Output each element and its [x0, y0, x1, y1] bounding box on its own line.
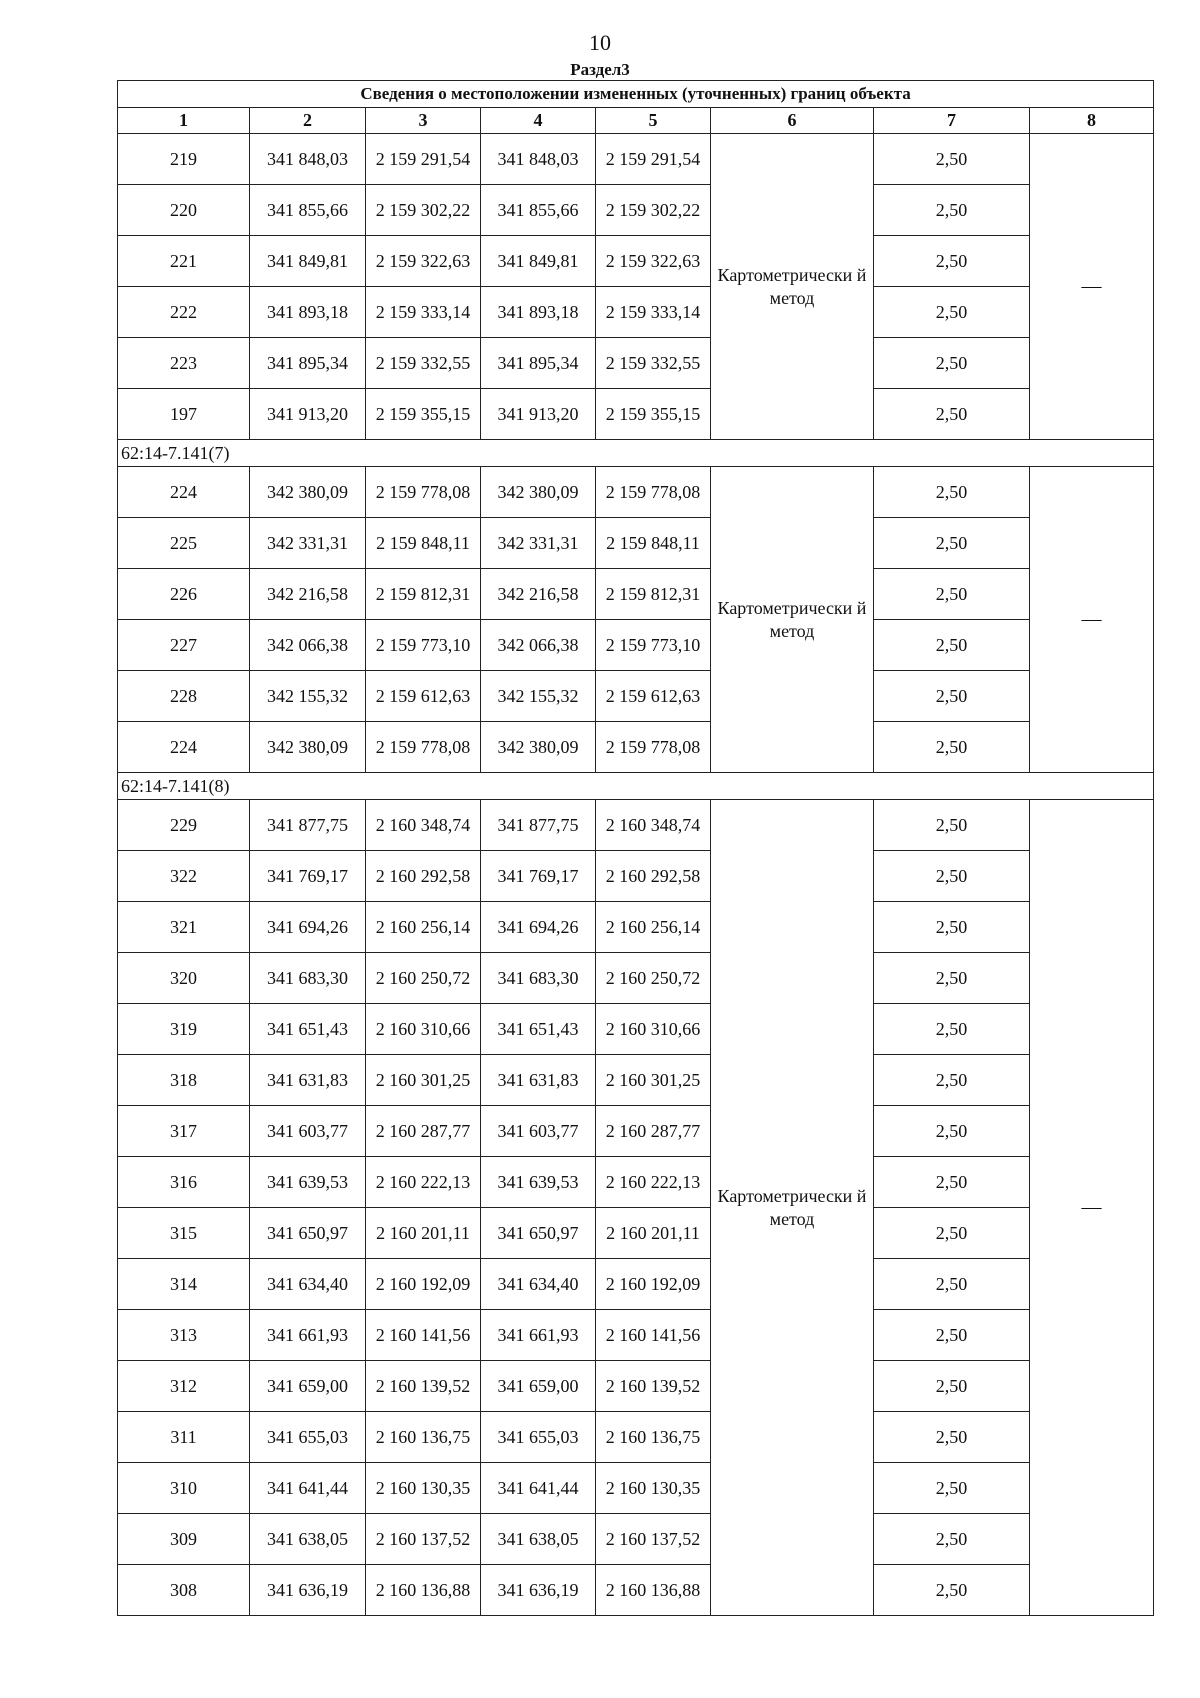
- y-coord-new-cell: 2 160 136,75: [596, 1412, 711, 1463]
- accuracy-cell: 2,50: [874, 389, 1030, 440]
- y-coord-existing-cell: 2 160 222,13: [366, 1157, 481, 1208]
- accuracy-cell: 2,50: [874, 287, 1030, 338]
- table-row: [118, 1514, 1154, 1565]
- x-coord-new-cell: 341 913,20: [481, 389, 596, 440]
- x-coord-existing-cell: 341 848,03: [250, 134, 366, 185]
- column-header: 1: [118, 108, 250, 134]
- table-row: [118, 1106, 1154, 1157]
- y-coord-new-cell: 2 159 291,54: [596, 134, 711, 185]
- y-coord-new-cell: 2 159 812,31: [596, 569, 711, 620]
- table-title: Сведения о местоположении измененных (уточненных) границ объекта: [118, 81, 1154, 108]
- point-number-cell: 309: [118, 1514, 250, 1565]
- y-coord-new-cell: 2 160 201,11: [596, 1208, 711, 1259]
- table-row: [118, 851, 1154, 902]
- section-title: Раздел3: [570, 60, 630, 79]
- x-coord-new-cell: 341 877,75: [481, 800, 596, 851]
- y-coord-existing-cell: 2 159 355,15: [366, 389, 481, 440]
- table-row: [118, 1565, 1154, 1616]
- accuracy-cell: 2,50: [874, 671, 1030, 722]
- point-number-cell: 321: [118, 902, 250, 953]
- accuracy-cell: 2,50: [874, 1310, 1030, 1361]
- x-coord-existing-cell: 341 855,66: [250, 185, 366, 236]
- accuracy-cell: 2,50: [874, 1055, 1030, 1106]
- group-label-row: [118, 773, 1154, 800]
- y-coord-existing-cell: 2 159 291,54: [366, 134, 481, 185]
- column-header: 5: [596, 108, 711, 134]
- x-coord-new-cell: 341 603,77: [481, 1106, 596, 1157]
- x-coord-new-cell: 341 769,17: [481, 851, 596, 902]
- x-coord-existing-cell: 341 849,81: [250, 236, 366, 287]
- table-row: [118, 1004, 1154, 1055]
- table-row: [118, 185, 1154, 236]
- point-number-cell: 197: [118, 389, 250, 440]
- y-coord-new-cell: 2 160 137,52: [596, 1514, 711, 1565]
- point-number-cell: 315: [118, 1208, 250, 1259]
- point-number-cell: 227: [118, 620, 250, 671]
- column-header: 3: [366, 108, 481, 134]
- y-coord-new-cell: 2 159 848,11: [596, 518, 711, 569]
- y-coord-existing-cell: 2 160 250,72: [366, 953, 481, 1004]
- y-coord-new-cell: 2 160 141,56: [596, 1310, 711, 1361]
- y-coord-new-cell: 2 159 322,63: [596, 236, 711, 287]
- accuracy-cell: 2,50: [874, 620, 1030, 671]
- accuracy-cell: 2,50: [874, 1106, 1030, 1157]
- point-number-cell: 311: [118, 1412, 250, 1463]
- method-cell: Картометрически й метод: [711, 134, 874, 440]
- y-coord-existing-cell: 2 159 778,08: [366, 467, 481, 518]
- table-row: [118, 800, 1154, 851]
- x-coord-existing-cell: 341 641,44: [250, 1463, 366, 1514]
- y-coord-existing-cell: 2 159 332,55: [366, 338, 481, 389]
- point-number-cell: 316: [118, 1157, 250, 1208]
- x-coord-existing-cell: 341 634,40: [250, 1259, 366, 1310]
- y-coord-existing-cell: 2 160 256,14: [366, 902, 481, 953]
- x-coord-new-cell: 341 651,43: [481, 1004, 596, 1055]
- page-number: 10: [589, 30, 611, 55]
- accuracy-cell: 2,50: [874, 569, 1030, 620]
- y-coord-new-cell: 2 160 310,66: [596, 1004, 711, 1055]
- x-coord-new-cell: 341 639,53: [481, 1157, 596, 1208]
- table-row: [118, 1361, 1154, 1412]
- accuracy-cell: 2,50: [874, 800, 1030, 851]
- table-row: [118, 236, 1154, 287]
- y-coord-existing-cell: 2 160 136,75: [366, 1412, 481, 1463]
- x-coord-new-cell: 342 380,09: [481, 722, 596, 773]
- x-coord-new-cell: 341 694,26: [481, 902, 596, 953]
- accuracy-cell: 2,50: [874, 518, 1030, 569]
- y-coord-existing-cell: 2 159 778,08: [366, 722, 481, 773]
- accuracy-cell: 2,50: [874, 1157, 1030, 1208]
- point-number-cell: 317: [118, 1106, 250, 1157]
- description-cell: —: [1030, 467, 1154, 773]
- x-coord-existing-cell: 341 603,77: [250, 1106, 366, 1157]
- y-coord-new-cell: 2 160 250,72: [596, 953, 711, 1004]
- point-number-cell: 310: [118, 1463, 250, 1514]
- column-header: 7: [874, 108, 1030, 134]
- x-coord-existing-cell: 341 639,53: [250, 1157, 366, 1208]
- y-coord-new-cell: 2 159 302,22: [596, 185, 711, 236]
- x-coord-new-cell: 341 650,97: [481, 1208, 596, 1259]
- y-coord-existing-cell: 2 160 301,25: [366, 1055, 481, 1106]
- point-number-cell: 224: [118, 722, 250, 773]
- column-header: 2: [250, 108, 366, 134]
- point-number-cell: 220: [118, 185, 250, 236]
- x-coord-existing-cell: 342 380,09: [250, 467, 366, 518]
- point-number-cell: 224: [118, 467, 250, 518]
- accuracy-cell: 2,50: [874, 236, 1030, 287]
- x-coord-new-cell: 341 641,44: [481, 1463, 596, 1514]
- table-row: [118, 389, 1154, 440]
- point-number-cell: 229: [118, 800, 250, 851]
- y-coord-new-cell: 2 159 773,10: [596, 620, 711, 671]
- y-coord-new-cell: 2 160 348,74: [596, 800, 711, 851]
- table-row: [118, 671, 1154, 722]
- x-coord-existing-cell: 341 651,43: [250, 1004, 366, 1055]
- table-row: [118, 1412, 1154, 1463]
- x-coord-existing-cell: 341 650,97: [250, 1208, 366, 1259]
- y-coord-existing-cell: 2 159 812,31: [366, 569, 481, 620]
- accuracy-cell: 2,50: [874, 1004, 1030, 1055]
- x-coord-new-cell: 341 638,05: [481, 1514, 596, 1565]
- column-header: 8: [1030, 108, 1154, 134]
- table-row: [118, 569, 1154, 620]
- table-row: [118, 1463, 1154, 1514]
- x-coord-existing-cell: 341 636,19: [250, 1565, 366, 1616]
- x-coord-existing-cell: 341 655,03: [250, 1412, 366, 1463]
- x-coord-new-cell: 342 216,58: [481, 569, 596, 620]
- y-coord-new-cell: 2 160 292,58: [596, 851, 711, 902]
- table-row: [118, 1208, 1154, 1259]
- y-coord-existing-cell: 2 160 136,88: [366, 1565, 481, 1616]
- table-row: [118, 953, 1154, 1004]
- x-coord-new-cell: 342 155,32: [481, 671, 596, 722]
- point-number-cell: 313: [118, 1310, 250, 1361]
- group-label: 62:14-7.141(8): [118, 773, 1154, 800]
- accuracy-cell: 2,50: [874, 851, 1030, 902]
- y-coord-existing-cell: 2 160 141,56: [366, 1310, 481, 1361]
- y-coord-existing-cell: 2 160 130,35: [366, 1463, 481, 1514]
- x-coord-existing-cell: 341 661,93: [250, 1310, 366, 1361]
- accuracy-cell: 2,50: [874, 1463, 1030, 1514]
- column-header-row: [118, 108, 1154, 134]
- x-coord-existing-cell: 342 155,32: [250, 671, 366, 722]
- x-coord-new-cell: 342 066,38: [481, 620, 596, 671]
- y-coord-existing-cell: 2 160 201,11: [366, 1208, 481, 1259]
- point-number-cell: 223: [118, 338, 250, 389]
- y-coord-existing-cell: 2 160 292,58: [366, 851, 481, 902]
- point-number-cell: 308: [118, 1565, 250, 1616]
- x-coord-existing-cell: 341 877,75: [250, 800, 366, 851]
- accuracy-cell: 2,50: [874, 185, 1030, 236]
- accuracy-cell: 2,50: [874, 1259, 1030, 1310]
- table-row: [118, 467, 1154, 518]
- x-coord-new-cell: 341 659,00: [481, 1361, 596, 1412]
- y-coord-new-cell: 2 159 333,14: [596, 287, 711, 338]
- point-number-cell: 320: [118, 953, 250, 1004]
- y-coord-existing-cell: 2 159 333,14: [366, 287, 481, 338]
- x-coord-new-cell: 341 634,40: [481, 1259, 596, 1310]
- x-coord-new-cell: 341 631,83: [481, 1055, 596, 1106]
- point-number-cell: 226: [118, 569, 250, 620]
- accuracy-cell: 2,50: [874, 1361, 1030, 1412]
- table-row: [118, 134, 1154, 185]
- x-coord-existing-cell: 341 631,83: [250, 1055, 366, 1106]
- x-coord-new-cell: 342 331,31: [481, 518, 596, 569]
- boundary-coordinates-table: [117, 80, 1154, 1616]
- y-coord-existing-cell: 2 160 348,74: [366, 800, 481, 851]
- x-coord-new-cell: 341 683,30: [481, 953, 596, 1004]
- x-coord-existing-cell: 342 380,09: [250, 722, 366, 773]
- y-coord-existing-cell: 2 159 612,63: [366, 671, 481, 722]
- point-number-cell: 219: [118, 134, 250, 185]
- y-coord-new-cell: 2 160 192,09: [596, 1259, 711, 1310]
- x-coord-existing-cell: 341 769,17: [250, 851, 366, 902]
- table-row: [118, 287, 1154, 338]
- x-coord-existing-cell: 341 895,34: [250, 338, 366, 389]
- group-label: 62:14-7.141(7): [118, 440, 1154, 467]
- x-coord-existing-cell: 341 913,20: [250, 389, 366, 440]
- table-row: [118, 1055, 1154, 1106]
- y-coord-existing-cell: 2 159 773,10: [366, 620, 481, 671]
- point-number-cell: 322: [118, 851, 250, 902]
- table-row: [118, 1157, 1154, 1208]
- y-coord-new-cell: 2 160 301,25: [596, 1055, 711, 1106]
- x-coord-existing-cell: 341 893,18: [250, 287, 366, 338]
- y-coord-existing-cell: 2 160 287,77: [366, 1106, 481, 1157]
- accuracy-cell: 2,50: [874, 1412, 1030, 1463]
- point-number-cell: 228: [118, 671, 250, 722]
- x-coord-existing-cell: 342 066,38: [250, 620, 366, 671]
- x-coord-new-cell: 341 655,03: [481, 1412, 596, 1463]
- table-row: [118, 338, 1154, 389]
- accuracy-cell: 2,50: [874, 467, 1030, 518]
- y-coord-existing-cell: 2 159 848,11: [366, 518, 481, 569]
- y-coord-existing-cell: 2 160 139,52: [366, 1361, 481, 1412]
- method-cell: Картометрически й метод: [711, 800, 874, 1616]
- description-cell: —: [1030, 800, 1154, 1616]
- y-coord-existing-cell: 2 160 192,09: [366, 1259, 481, 1310]
- y-coord-new-cell: 2 159 612,63: [596, 671, 711, 722]
- table-row: [118, 518, 1154, 569]
- y-coord-existing-cell: 2 159 322,63: [366, 236, 481, 287]
- x-coord-existing-cell: 341 659,00: [250, 1361, 366, 1412]
- table-row: [118, 722, 1154, 773]
- y-coord-new-cell: 2 159 778,08: [596, 722, 711, 773]
- accuracy-cell: 2,50: [874, 338, 1030, 389]
- accuracy-cell: 2,50: [874, 722, 1030, 773]
- y-coord-new-cell: 2 160 130,35: [596, 1463, 711, 1514]
- x-coord-existing-cell: 341 694,26: [250, 902, 366, 953]
- y-coord-new-cell: 2 159 332,55: [596, 338, 711, 389]
- accuracy-cell: 2,50: [874, 902, 1030, 953]
- method-cell: Картометрически й метод: [711, 467, 874, 773]
- description-cell: —: [1030, 134, 1154, 440]
- point-number-cell: 314: [118, 1259, 250, 1310]
- point-number-cell: 318: [118, 1055, 250, 1106]
- y-coord-new-cell: 2 159 778,08: [596, 467, 711, 518]
- y-coord-existing-cell: 2 159 302,22: [366, 185, 481, 236]
- y-coord-new-cell: 2 160 256,14: [596, 902, 711, 953]
- point-number-cell: 221: [118, 236, 250, 287]
- x-coord-new-cell: 341 895,34: [481, 338, 596, 389]
- column-header: 6: [711, 108, 874, 134]
- accuracy-cell: 2,50: [874, 953, 1030, 1004]
- accuracy-cell: 2,50: [874, 1514, 1030, 1565]
- x-coord-existing-cell: 341 638,05: [250, 1514, 366, 1565]
- x-coord-new-cell: 341 848,03: [481, 134, 596, 185]
- y-coord-new-cell: 2 160 222,13: [596, 1157, 711, 1208]
- x-coord-existing-cell: 341 683,30: [250, 953, 366, 1004]
- x-coord-new-cell: 341 849,81: [481, 236, 596, 287]
- point-number-cell: 225: [118, 518, 250, 569]
- point-number-cell: 222: [118, 287, 250, 338]
- point-number-cell: 312: [118, 1361, 250, 1412]
- accuracy-cell: 2,50: [874, 1208, 1030, 1259]
- y-coord-new-cell: 2 159 355,15: [596, 389, 711, 440]
- table-row: [118, 1259, 1154, 1310]
- accuracy-cell: 2,50: [874, 1565, 1030, 1616]
- table-row: [118, 902, 1154, 953]
- y-coord-existing-cell: 2 160 310,66: [366, 1004, 481, 1055]
- column-header: 4: [481, 108, 596, 134]
- group-label-row: [118, 440, 1154, 467]
- x-coord-new-cell: 341 661,93: [481, 1310, 596, 1361]
- x-coord-new-cell: 341 893,18: [481, 287, 596, 338]
- table-row: [118, 1310, 1154, 1361]
- y-coord-existing-cell: 2 160 137,52: [366, 1514, 481, 1565]
- y-coord-new-cell: 2 160 136,88: [596, 1565, 711, 1616]
- y-coord-new-cell: 2 160 287,77: [596, 1106, 711, 1157]
- x-coord-existing-cell: 342 331,31: [250, 518, 366, 569]
- x-coord-new-cell: 341 855,66: [481, 185, 596, 236]
- x-coord-new-cell: 342 380,09: [481, 467, 596, 518]
- x-coord-new-cell: 341 636,19: [481, 1565, 596, 1616]
- table-row: [118, 620, 1154, 671]
- point-number-cell: 319: [118, 1004, 250, 1055]
- accuracy-cell: 2,50: [874, 134, 1030, 185]
- y-coord-new-cell: 2 160 139,52: [596, 1361, 711, 1412]
- x-coord-existing-cell: 342 216,58: [250, 569, 366, 620]
